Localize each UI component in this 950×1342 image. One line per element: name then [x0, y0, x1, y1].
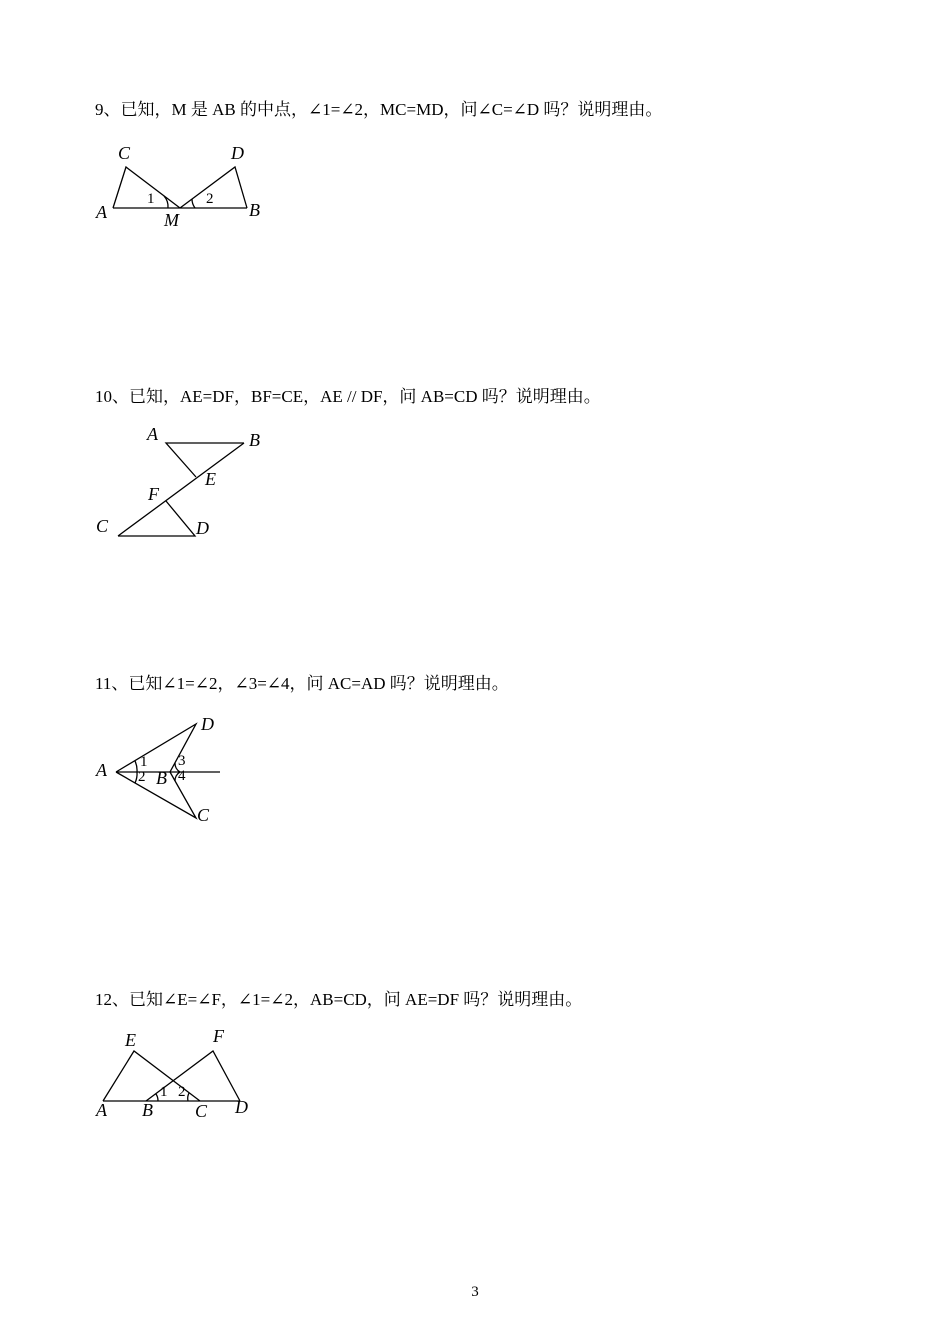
label-d: D — [201, 714, 214, 734]
label-a: A — [96, 1100, 107, 1120]
problem-12-text: 12、已知∠E=∠F，∠1=∠2，AB=CD，问 AE=DF 吗？说明理由。 — [95, 990, 583, 1009]
page-number: 3 — [471, 1284, 479, 1300]
label-f: F — [148, 484, 159, 504]
label-m: M — [164, 210, 179, 230]
label-d: D — [235, 1097, 248, 1117]
label-a: A — [96, 760, 107, 780]
label-angle-1: 1 — [160, 1084, 168, 1100]
label-c: C — [195, 1101, 208, 1121]
problem-9-text: 9、已知，M 是 AB 的中点，∠1=∠2，MC=MD，问∠C=∠D 吗？说明理由。 — [95, 100, 663, 119]
label-angle-3: 3 — [178, 753, 186, 769]
angle-2-arc — [188, 1093, 189, 1101]
label-b: B — [156, 768, 167, 788]
label-b: B — [249, 430, 260, 450]
label-b: B — [142, 1100, 153, 1120]
label-b: B — [249, 200, 260, 220]
label-e: E — [205, 469, 216, 489]
label-c: C — [96, 516, 109, 536]
label-angle-2: 2 — [206, 191, 214, 207]
label-angle-2: 2 — [138, 769, 146, 785]
label-c: C — [118, 143, 131, 163]
label-c: C — [197, 805, 210, 825]
label-a: A — [96, 202, 107, 222]
label-f: F — [213, 1026, 224, 1046]
label-angle-2: 2 — [178, 1084, 186, 1100]
label-a: A — [147, 424, 158, 444]
angle-1-arc — [156, 1094, 158, 1101]
problem-11-text: 11、已知∠1=∠2，∠3=∠4，问 AC=AD 吗？说明理由。 — [95, 674, 509, 693]
label-angle-1: 1 — [140, 754, 148, 770]
label-d: D — [231, 143, 244, 163]
label-d: D — [196, 518, 209, 538]
label-e: E — [125, 1030, 136, 1050]
label-angle-4: 4 — [178, 768, 186, 784]
label-angle-1: 1 — [147, 191, 155, 207]
problem-10-text: 10、已知，AE=DF，BF=CE，AE // DF，问 AB=CD 吗？说明理由。 — [95, 387, 601, 406]
